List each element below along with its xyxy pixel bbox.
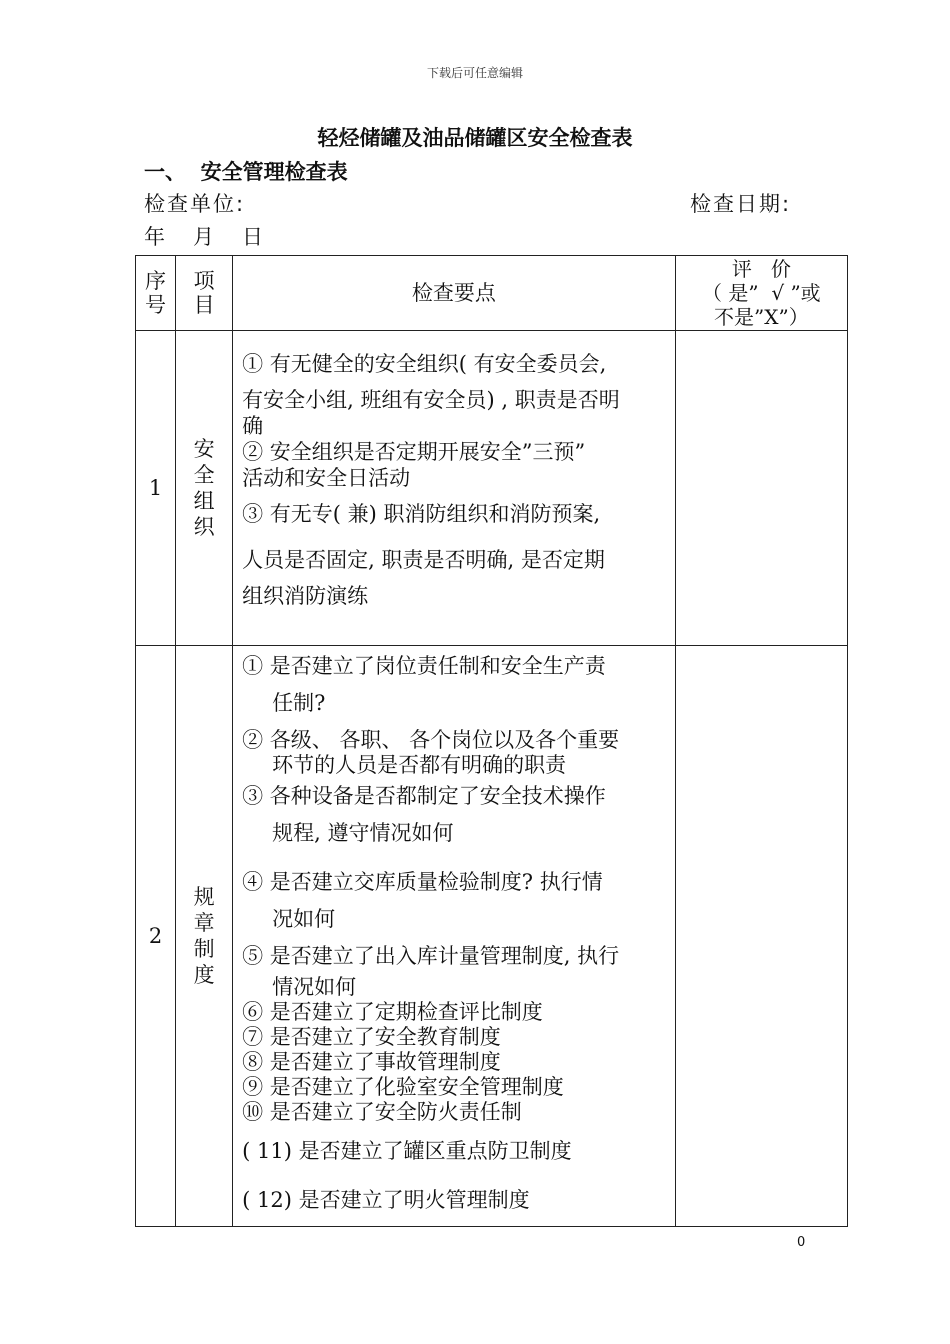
item-char: 织: [193, 515, 215, 539]
check-point-line: ① 有无健全的安全组织( 有安全委员会,: [242, 352, 607, 376]
check-point-line: 有安全小组, 班组有安全员) , 职责是否明: [242, 388, 620, 412]
header-item-line-2: 目: [193, 293, 215, 317]
check-point-line: ② 各级、 各职、 各个岗位以及各个重要: [242, 728, 620, 752]
header-eval-line-1: 评 价: [731, 257, 791, 281]
check-point-line: ( 11) 是否建立了罐区重点防卫制度: [242, 1139, 572, 1163]
check-point-line: 规程, 遵守情况如何: [272, 821, 454, 845]
row-evaluation-cell[interactable]: [675, 646, 847, 1227]
header-item: [176, 256, 233, 331]
table-header-row: [136, 256, 848, 331]
header-eval-line-2: （ 是” √ ”或: [702, 281, 821, 305]
check-point-line: ⑥ 是否建立了定期检查评比制度: [242, 1000, 543, 1024]
check-point-line: ⑦ 是否建立了安全教育制度: [242, 1025, 501, 1049]
check-point-line: ③ 有无专( 兼) 职消防组织和消防预案,: [242, 502, 601, 526]
header-item-line-1: 项: [193, 269, 215, 293]
row-item-safety-organization: [176, 331, 233, 646]
header-eval-line-3: 不是”X”）: [714, 305, 809, 329]
header-note: 下载后可任意编辑: [426, 66, 523, 80]
year-month-day-line: 年 月 日: [144, 225, 266, 249]
check-point-line: 确: [242, 414, 264, 438]
row-number: 2: [136, 646, 176, 1227]
document-title: 轻烃储罐及油品储罐区安全检查表: [317, 126, 633, 150]
check-point-line: ⑩ 是否建立了安全防火责任制: [242, 1100, 522, 1124]
header-serial-line-2: 号: [145, 293, 167, 317]
row-item-rules-regulations: [176, 646, 233, 1227]
page-number: 0: [797, 1235, 806, 1250]
item-char: 安: [193, 437, 215, 461]
check-point-line: ⑤ 是否建立了出入库计量管理制度, 执行: [242, 944, 620, 968]
check-point-line: 任制?: [272, 691, 326, 715]
item-char: 制: [193, 937, 215, 961]
check-point-line: ⑨ 是否建立了化验室安全管理制度: [242, 1075, 564, 1099]
item-char: 章: [193, 911, 215, 935]
inspection-unit-label: 检查单位:: [144, 192, 246, 216]
item-char: 度: [193, 963, 215, 987]
safety-check-table: [135, 255, 848, 1227]
header-check-points: 检查要点: [233, 256, 676, 331]
row-check-points: [233, 646, 676, 1227]
header-evaluation: [675, 256, 847, 331]
row-check-points: [233, 331, 676, 646]
check-point-line: ④ 是否建立交库质量检验制度? 执行情: [242, 870, 603, 894]
item-char: 组: [193, 489, 215, 513]
check-point-line: 况如何: [272, 907, 336, 931]
check-point-line: 人员是否固定, 职责是否明确, 是否定期: [242, 548, 605, 572]
check-point-line: 情况如何: [272, 975, 357, 999]
item-char: 规: [193, 885, 215, 909]
header-serial-line-1: 序: [145, 269, 167, 293]
row-number: 1: [136, 331, 176, 646]
check-point-line: 组织消防演练: [242, 584, 369, 608]
check-point-line: 活动和安全日活动: [242, 466, 411, 490]
item-char: 全: [193, 463, 215, 487]
check-point-line: ⑧ 是否建立了事故管理制度: [242, 1050, 501, 1074]
check-point-line: ① 是否建立了岗位责任制和安全生产责: [242, 654, 606, 678]
check-point-line: ( 12) 是否建立了明火管理制度: [242, 1188, 530, 1212]
section-title: 一、 安全管理检查表: [144, 160, 348, 184]
check-point-line: 环节的人员是否都有明确的职责: [272, 753, 567, 777]
header-serial-number: [136, 256, 176, 331]
check-point-line: ③ 各种设备是否都制定了安全技术操作: [242, 784, 606, 808]
row-evaluation-cell[interactable]: [675, 331, 847, 646]
inspection-date-label: 检查日期:: [690, 192, 792, 216]
table-row: [136, 331, 848, 646]
check-point-line: ② 安全组织是否定期开展安全”三预”: [242, 440, 586, 464]
table-row: [136, 646, 848, 1227]
